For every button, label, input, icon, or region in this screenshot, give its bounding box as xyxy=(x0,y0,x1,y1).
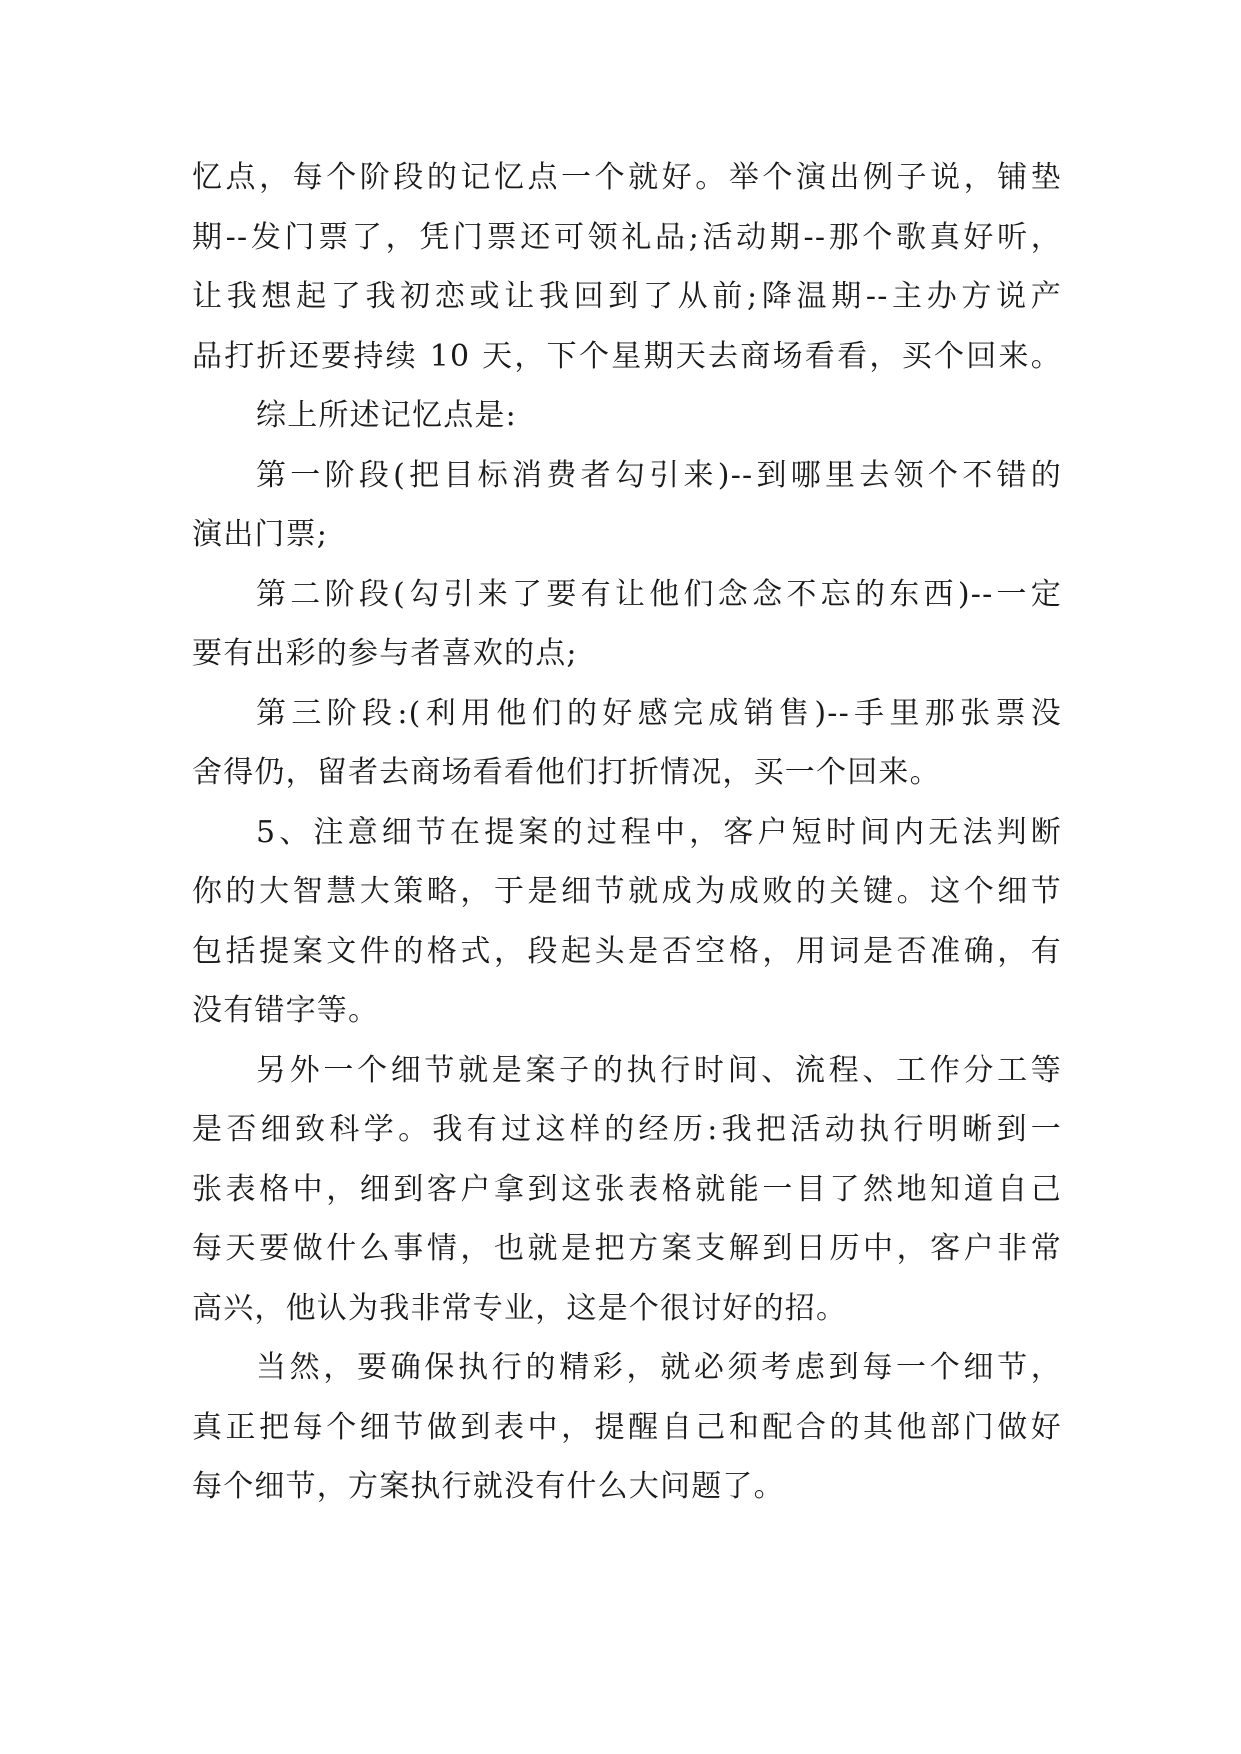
text-line: 你的大智慧大策略，于是细节就成为成败的关键。这个细节 xyxy=(192,874,1062,909)
text-line: 综上所述记忆点是: xyxy=(256,398,517,433)
text-line: 高兴，他认为我非常专业，这是个很讨好的招。 xyxy=(192,1290,848,1326)
text-line: 演出门票; xyxy=(192,517,329,552)
text-line: 当然，要确保执行的精彩，就必须考虑到每一个细节， xyxy=(256,1350,1062,1385)
text-line: 品打折还要持续 10 天，下个星期天去商场看看，买个回来。 xyxy=(192,338,1062,374)
text-line: 第二阶段(勾引来了要有让他们念念不忘的东西)--一定 xyxy=(256,576,1062,612)
text-line: 是否细致科学。我有过这样的经历:我把活动执行明晰到一 xyxy=(192,1112,1062,1147)
text-line: 真正把每个细节做到表中，提醒自己和配合的其他部门做好 xyxy=(192,1409,1062,1445)
text-line: 每个细节，方案执行就没有什么大问题了。 xyxy=(192,1469,785,1504)
text-line: 第一阶段(把目标消费者勾引来)--到哪里去领个不错的 xyxy=(256,457,1062,493)
text-line: 要有出彩的参与者喜欢的点; xyxy=(192,636,578,671)
text-line: 每天要做什么事情，也就是把方案支解到日历中，客户非常 xyxy=(192,1231,1062,1266)
text-line: 期--发门票了，凭门票还可领礼品;活动期--那个歌真好听， xyxy=(192,219,1062,255)
text-line: 没有错字等。 xyxy=(192,993,380,1028)
text-line: 包括提案文件的格式，段起头是否空格，用词是否准确，有 xyxy=(192,933,1062,969)
text-line: 让我想起了我初恋或让我回到了从前;降温期--主办方说产 xyxy=(192,279,1062,314)
text-line: 张表格中，细到客户拿到这张表格就能一目了然地知道自己 xyxy=(192,1171,1062,1207)
text-line: 5、注意细节在提案的过程中，客户短时间内无法判断 xyxy=(256,814,1062,850)
document-body xyxy=(192,148,1062,1517)
text-line: 忆点，每个阶段的记忆点一个就好。举个演出例子说，铺垫 xyxy=(192,160,1062,195)
text-line: 第三阶段:(利用他们的好感完成销售)--手里那张票没 xyxy=(256,695,1062,731)
text-line: 另外一个细节就是案子的执行时间、流程、工作分工等 xyxy=(256,1052,1062,1088)
text-line: 舍得仍，留者去商场看看他们打折情况，买一个回来。 xyxy=(192,755,941,790)
